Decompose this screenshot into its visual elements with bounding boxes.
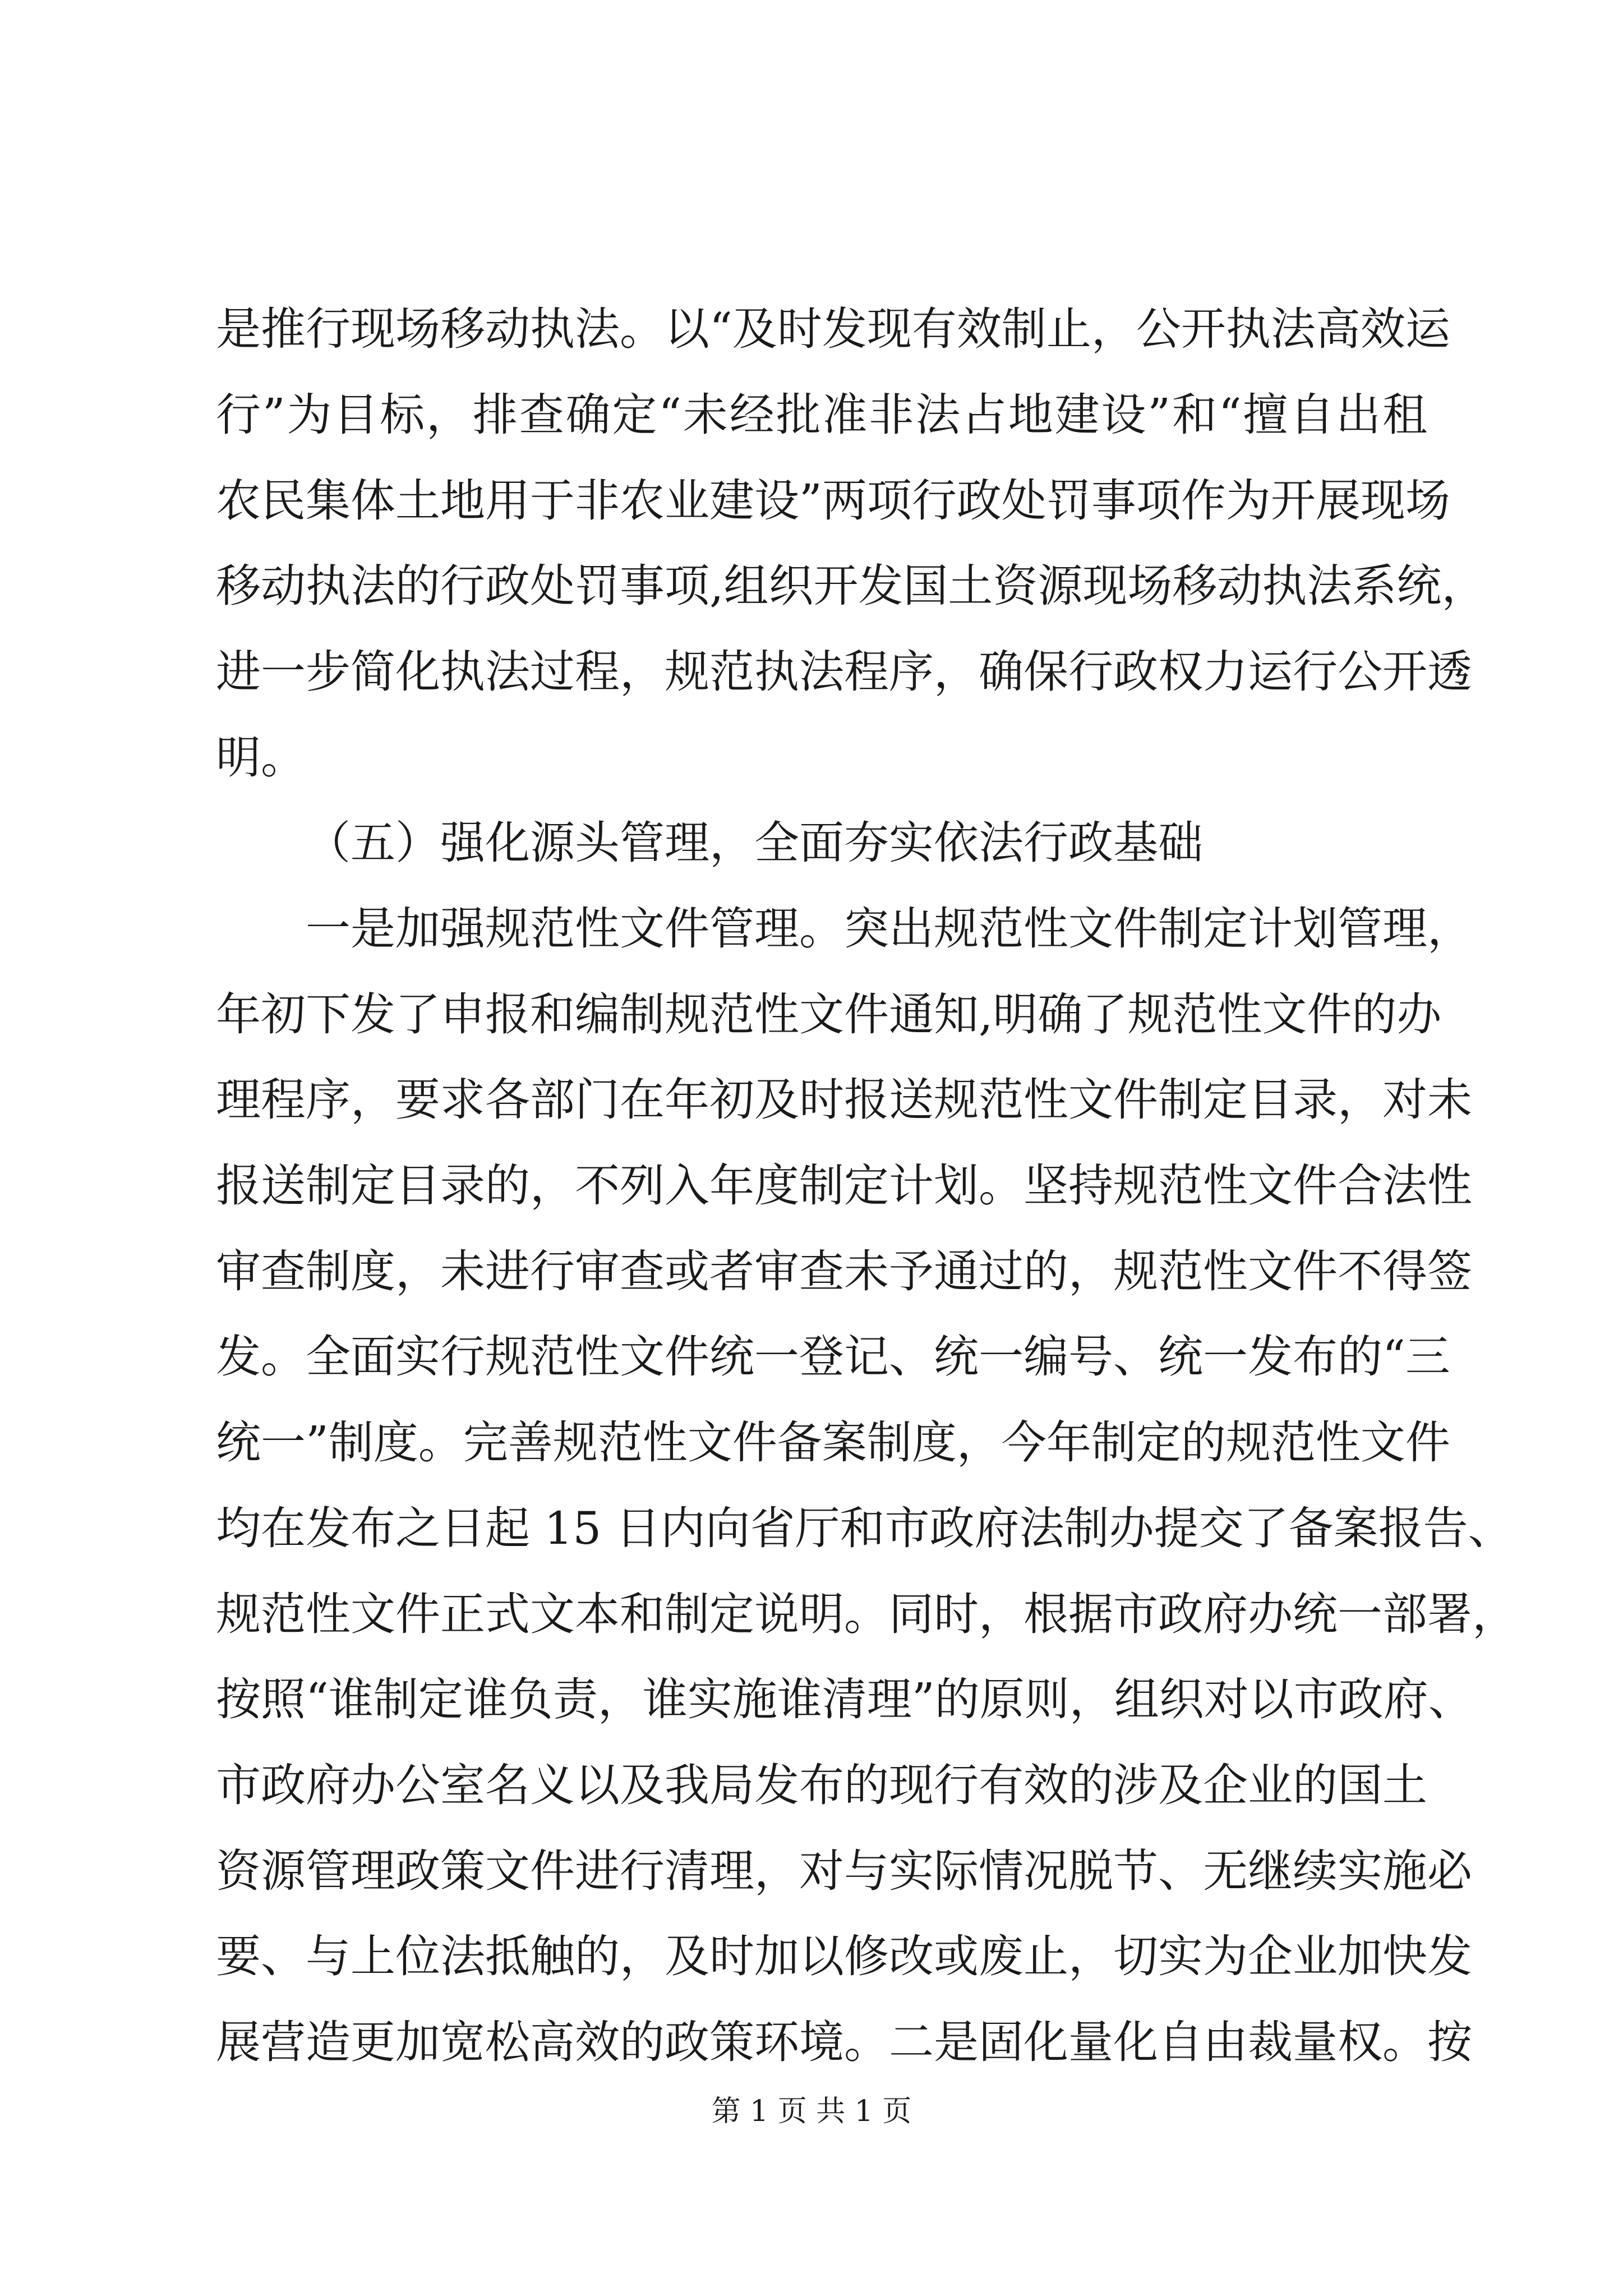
paragraph-first-line: 一是加强规范性文件管理。突出规范性文件制定计划管理， [306,903,1472,955]
page-number-footer: 第 1 页 共 1 页 [711,2095,912,2128]
body-text-line: 发。全面实行规范性文件统一登记、统一编号、统一发布的“三 [216,1331,1450,1383]
body-text-line: 年初下发了申报和编制规范性文件通知,明确了规范性文件的办 [216,988,1442,1041]
body-text-line: 报送制定目录的，不列入年度制定计划。坚持规范性文件合法性 [216,1159,1472,1212]
body-text-line: 移动执法的行政处罚事项,组织开发国土资源现场移动执法系统， [216,560,1487,612]
body-text-line: 农民集体土地用于非农业建设”两项行政处罚事项作为开展现场 [216,475,1450,527]
section-heading: （五）强化源头管理，全面夯实依法行政基础 [306,817,1203,869]
body-text-line: 审查制度，未进行审查或者审查未予通过的，规范性文件不得签 [216,1245,1472,1297]
body-text-line: 统一”制度。完善规范性文件备案制度，今年制定的规范性文件 [216,1416,1450,1469]
body-text-line: 市政府办公室名义以及我局发布的现行有效的涉及企业的国土 [216,1759,1427,1811]
body-text-line: 按照“谁制定谁负责，谁实施谁清理”的原则，组织对以市政府、 [216,1673,1473,1726]
body-text-line: 进一步简化执法过程，规范执法程序，确保行政权力运行公开透 [216,646,1472,698]
body-text-line: 均在发布之日起 15 日内向省厅和市政府法制办提交了备案报告、 [216,1502,1513,1554]
body-text-line: 要、与上位法抵触的，及时加以修改或废止，切实为企业加快发 [216,1930,1472,1982]
body-text-line: 展营造更加宽松高效的政策环境。二是固化量化自由裁量权。按 [216,2016,1472,2068]
body-text-line: 明。 [216,731,306,784]
body-text-line: 规范性文件正式文本和制定说明。同时，根据市政府办统一部署， [216,1588,1517,1640]
body-text-line: 理程序，要求各部门在年初及时报送规范性文件制定目录，对未 [216,1074,1472,1126]
body-text-line: 资源管理政策文件进行清理，对与实际情况脱节、无继续实施必 [216,1845,1472,1897]
body-text-line: 是推行现场移动执法。以“及时发现有效制止，公开执法高效运 [216,303,1450,355]
body-text-line: 行”为目标，排查确定“未经批准非法占地建设”和“擅自出租 [216,389,1427,441]
